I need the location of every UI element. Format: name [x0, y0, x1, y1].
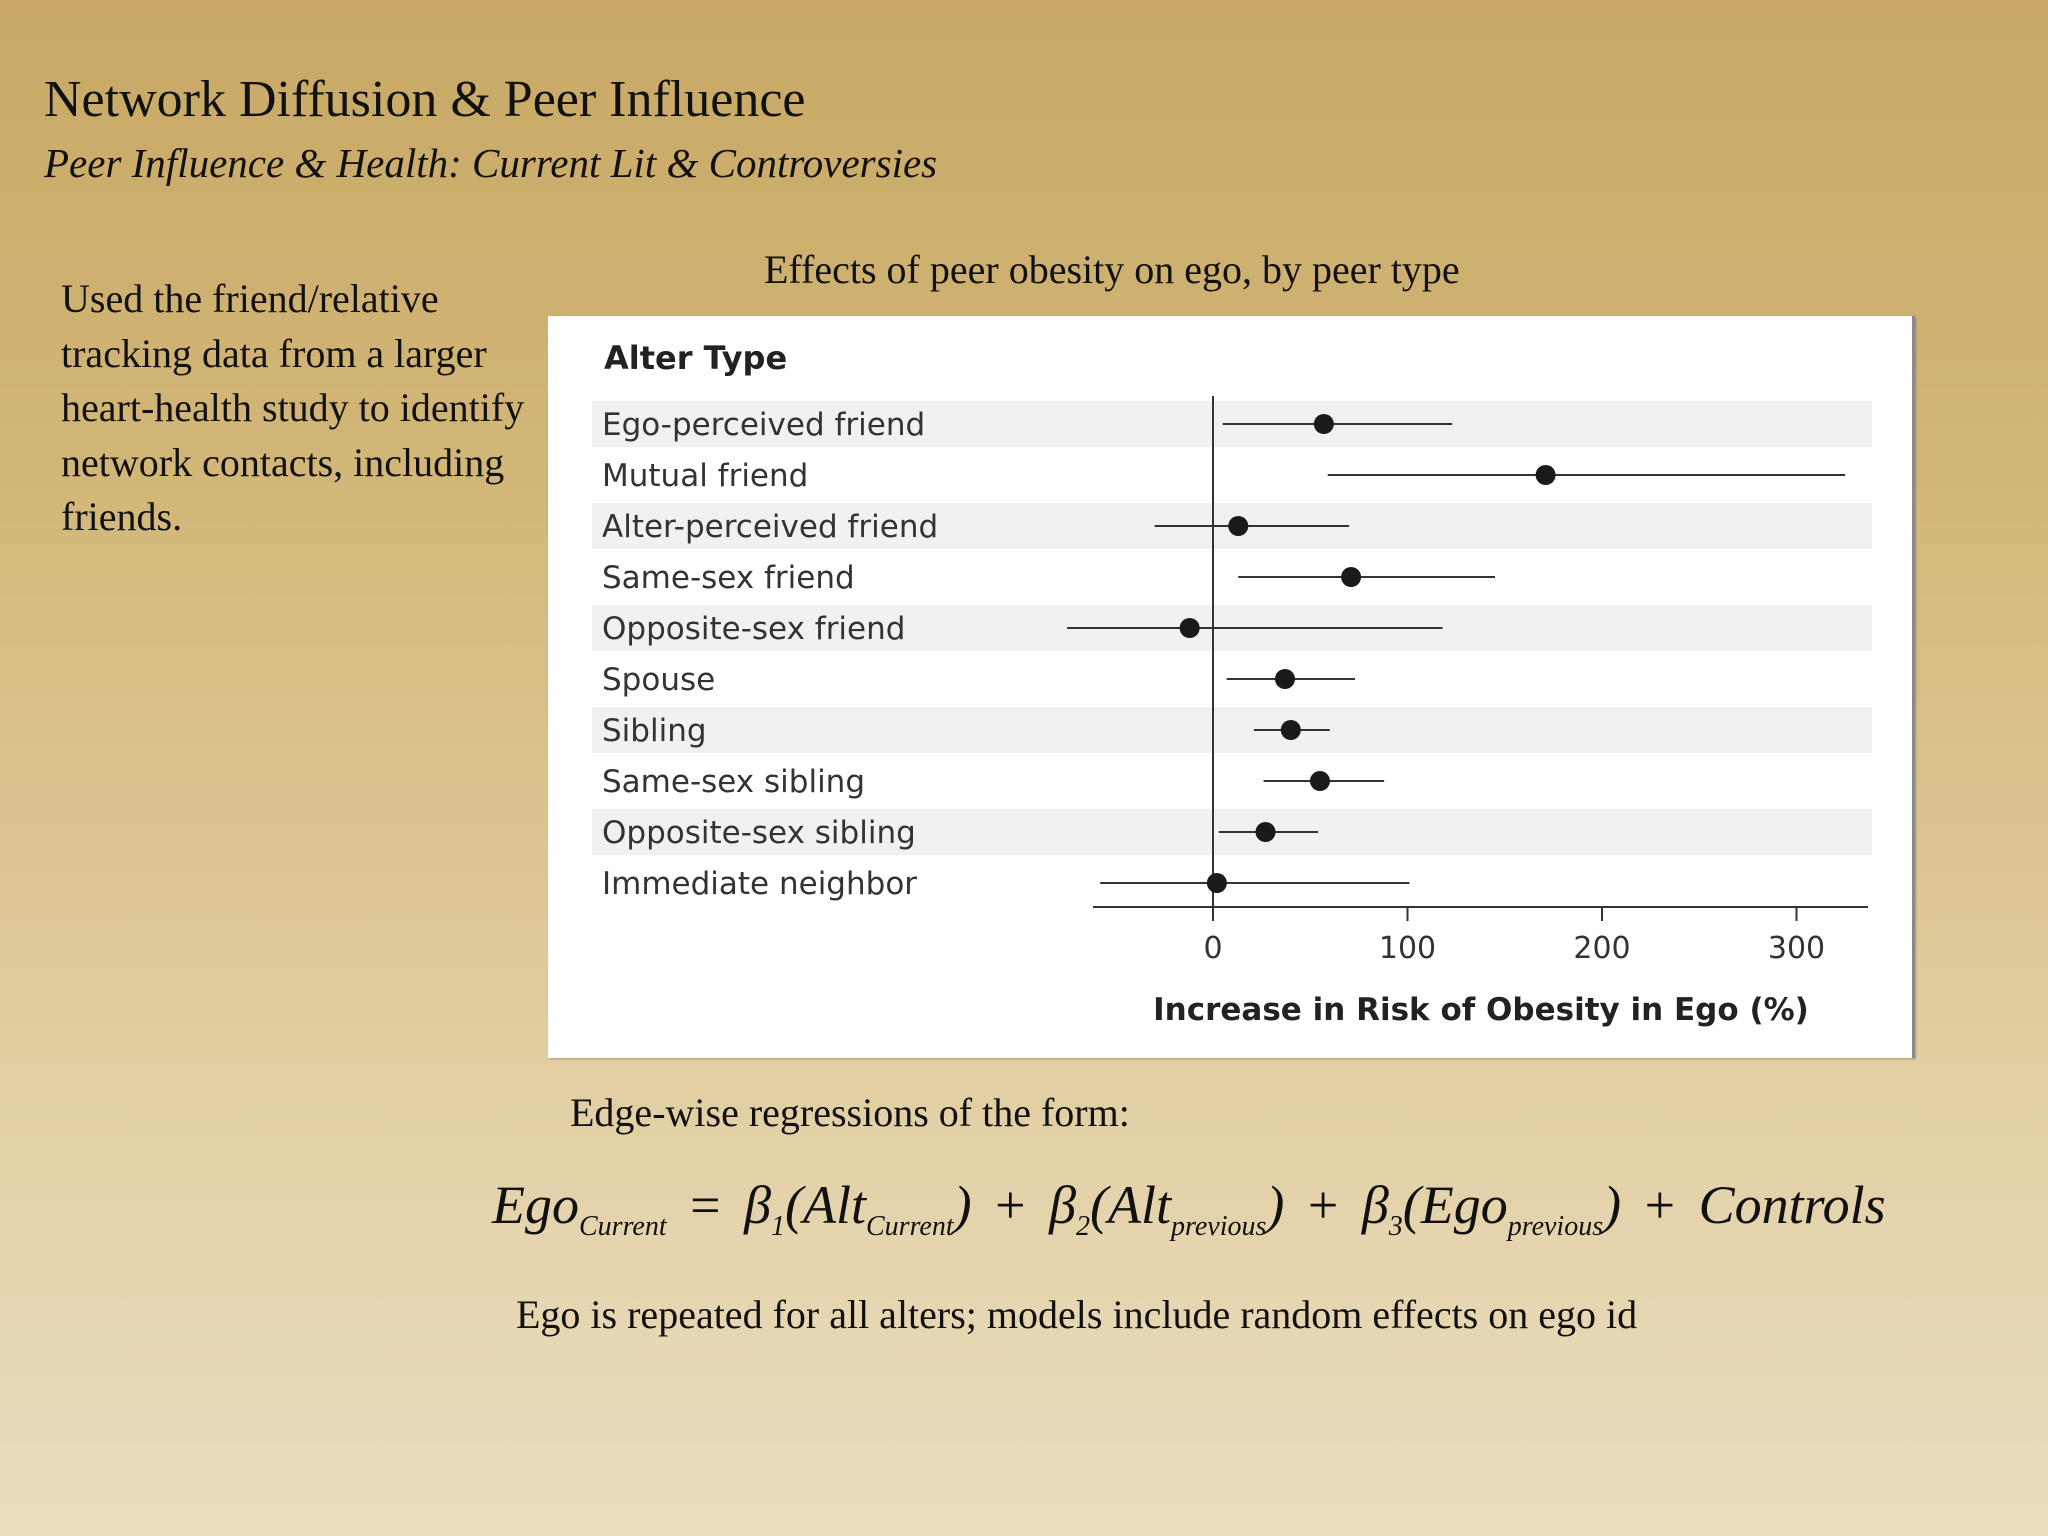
x-axis-label: Increase in Risk of Obesity in Ego (%)	[1153, 992, 1809, 1028]
eq-t3-sub: previous	[1507, 1211, 1604, 1242]
eq-t1-sub: Current	[866, 1211, 954, 1242]
point-estimate	[1341, 567, 1361, 587]
row-label: Alter-perceived friend	[602, 509, 939, 545]
row-label: Opposite-sex sibling	[602, 815, 916, 851]
eq-beta2-sub: 2	[1076, 1211, 1090, 1242]
row-label: Mutual friend	[602, 458, 809, 494]
forest-plot-panel	[548, 316, 1915, 1058]
eq-beta1: β	[744, 1175, 772, 1235]
eq-lhs-sub: Current	[579, 1211, 667, 1242]
eq-t1-close: )	[953, 1175, 972, 1235]
point-estimate	[1281, 720, 1301, 740]
eq-controls: Controls	[1698, 1175, 1886, 1235]
regression-equation	[492, 1175, 1886, 1242]
x-tick-label: 200	[1573, 931, 1631, 966]
eq-t3-close: )	[1603, 1175, 1622, 1235]
row-stripe	[592, 707, 1872, 753]
eq-t1-var: Alt	[803, 1175, 866, 1235]
study-description: Used the friend/relative tracking data from a larger heart-health study to identify network contacts, including friends.	[61, 276, 525, 539]
point-estimate	[1207, 873, 1227, 893]
slide-subtitle: Peer Influence & Health: Current Lit & Controversies	[44, 140, 938, 186]
slide-title: Network Diffusion & Peer Influence	[44, 71, 806, 128]
equation-label: Edge-wise regressions of the form:	[570, 1090, 1130, 1135]
point-estimate	[1536, 465, 1556, 485]
eq-plus1: +	[995, 1175, 1026, 1235]
eq-t2-var: Alt	[1107, 1175, 1171, 1235]
point-estimate	[1256, 822, 1276, 842]
row-label: Same-sex friend	[602, 560, 855, 596]
row-label: Spouse	[602, 662, 716, 698]
eq-plus3: +	[1644, 1175, 1676, 1235]
row-label: Ego-perceived friend	[602, 407, 926, 443]
eq-t3-open: (	[1402, 1175, 1421, 1235]
eq-beta3-sub: 3	[1388, 1211, 1403, 1242]
eq-lhs: Ego	[492, 1175, 579, 1235]
point-estimate	[1314, 414, 1334, 434]
x-tick-label: 0	[1203, 931, 1223, 966]
point-estimate	[1228, 516, 1248, 536]
row-label: Sibling	[602, 713, 707, 749]
eq-beta1-sub: 1	[771, 1211, 786, 1242]
eq-beta2: β	[1049, 1175, 1076, 1235]
eq-t2-sub: previous	[1170, 1211, 1267, 1242]
chart-caption: Effects of peer obesity on ego, by peer type	[764, 247, 1460, 292]
eq-t2-open: (	[1090, 1175, 1108, 1235]
chart-header: Alter Type	[604, 339, 788, 377]
row-label: Immediate neighbor	[602, 866, 918, 902]
eq-equals: =	[690, 1175, 721, 1235]
eq-t3-var: Ego	[1420, 1175, 1508, 1235]
eq-t2-close: )	[1266, 1175, 1285, 1235]
row-label: Opposite-sex friend	[602, 611, 906, 647]
point-estimate	[1180, 618, 1200, 638]
x-tick-label: 100	[1378, 931, 1437, 966]
row-label: Same-sex sibling	[602, 764, 866, 800]
eq-t1-open: (	[785, 1175, 803, 1235]
forest-plot	[548, 316, 1912, 1058]
x-tick-label: 300	[1767, 931, 1826, 966]
point-estimate	[1275, 669, 1295, 689]
footer-note: Ego is repeated for all alters; models include random effects on ego id	[516, 1292, 1638, 1337]
eq-beta3: β	[1361, 1175, 1389, 1235]
point-estimate	[1310, 771, 1330, 791]
eq-plus2: +	[1307, 1175, 1339, 1235]
